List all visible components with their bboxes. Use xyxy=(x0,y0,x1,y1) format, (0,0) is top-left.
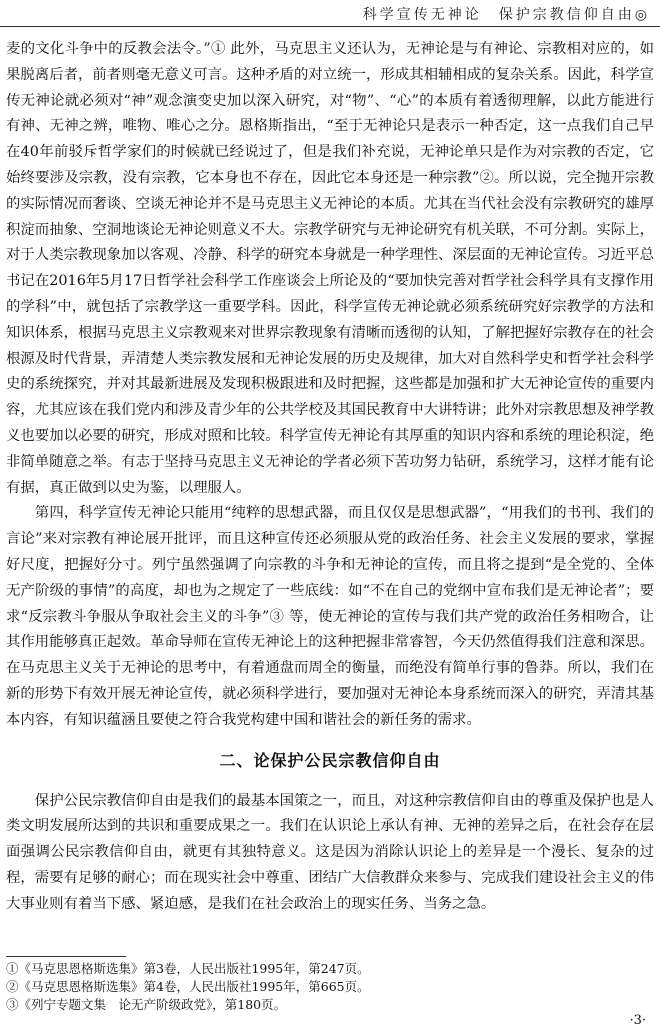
header-rule xyxy=(0,26,660,27)
running-header: 科学宣传无神论 保护宗教信仰自由◎ xyxy=(362,7,650,23)
footnote-rule xyxy=(6,956,126,957)
section-heading: 二、论保护公民宗教信仰自由 xyxy=(219,750,441,770)
footnote-1: ①《马克思恩格斯选集》第3卷，人民出版社1995年，第247页。 xyxy=(6,961,370,976)
page-number: ·3· xyxy=(629,1013,646,1028)
footnotes xyxy=(6,960,646,1014)
footnote-2: ②《马克思恩格斯选集》第4卷，人民出版社1995年，第665页。 xyxy=(6,979,370,994)
paragraph-1: 麦的文化斗争中的反教会法令。”① 此外，马克思主义还认为，无神论是与有神论、宗教相对应的，如果脱离后者，前者则毫无意义可言。这种矛盾的对立统一，形成其相辅相成的复杂关系。因此，科学宣传无神论就必须对“神”观念演变史加以深入研究，对“物”、“心”的本质有着透彻理解，以此方能进行有神、无神之辨，唯物、唯心之分。恩格斯指出，“至于无神论只是表示一种否定，这一点我们自己早在40年前驳斥哲学家们的时候就已经说过了，但是我们补充说，无神论单只是作为对宗教的否定，它始终要涉及宗教，没有宗教，它本身也不存在，因此它本身还是一种宗教”②。所以说，完全抛开宗教的实际情况而奢谈、空谈无神论并不是马克思主义无神论的本质。尤其在当代社会没有宗教研究的雄厚积淀而抽象、空洞地谈论无神论则意义不大。宗教学研究与无神论研究有机关联，不可分割。实际上，对于人类宗教现象加以客观、冷静、科学的研究本身就是一种学理性、深层面的无神论宣传。习近平总书记在2016年5月17日哲学社会科学工作座谈会上所论及的“要加快完善对哲学社会科学具有支撑作用的学科”中，就包括了宗教学这一重要学科。因此，科学宣传无神论就必须系统研究好宗教学的方法和知识体系，根据马克思主义宗教观来对世界宗教现象有清晰而透彻的认知，了解把握好宗教存在的社会根源及时代背景，弄清楚人类宗教发展和无神论发展的历史及规律，加大对自然科学史和哲学社会科学史的系统探究，并对其最新进展及发现积极跟进和及时把握，这些都是加强和扩大无神论宣传的重要内容，尤其应该在我们党内和涉及青少年的公共学校及其国民教育中大讲特讲；此外对宗教思想及神学教义也要加以必要的研究，形成对照和比较。科学宣传无神论有其厚重的知识内容和系统的理论积淀，绝非简单随意之举。有志于坚持马克思主义无神论的学者必须下苦功努力钻研，系统学习，这样才能有论有据，真正做到以史为鉴，以理服人。 xyxy=(6,41,654,496)
footnote-3: ③《列宁专题文集 论无产阶级政党》，第180页。 xyxy=(6,997,287,1012)
page-body xyxy=(6,37,654,918)
section-paragraph: 保护公民宗教信仰自由是我们的最基本国策之一，而且，对这种宗教信仰自由的尊重及保护也是人类文明发展所达到的共识和重要成果之一。我们在认识论上承认有神、无神的差异之后，在社会存在层面强调公民宗教信仰自由，就更有其独特意义。这是因为消除认识论上的差异是一个漫长、复杂的过程，需要有足够的耐心；而在现实社会中尊重、团结广大信教群众来参与、完成我们建设社会主义的伟大事业则有着当下感、紧迫感，是我们在社会政治上的现实任务、当务之急。 xyxy=(6,792,654,912)
paragraph-2: 第四，科学宣传无神论只能用“纯粹的思想武器，而且仅仅是思想武器”，“用我们的书刊、我们的言论”来对宗教有神论展开批评，而且这种宣传还必须服从党的政治任务、社会主义发展的要求，掌握好尺度，把握好分寸。列宁虽然强调了向宗教的斗争和无神论的宣传，而且将之提到“是全党的、全体无产阶级的事情”的高度，却也为之规定了一些底线：如“不在自己的党纲中宣布我们是无神论者”；要求“反宗教斗争服从争取社会主义的斗争”③ 等，使无神论的宣传与我们共产党的政治任务相吻合，让其作用能够真正起效。革命导师在宣传无神论上的这种把握非常睿智，今天仍然值得我们注意和深思。在马克思主义关于无神论的思考中，有着通盘而周全的衡量，而绝没有简单行事的鲁莽。所以，我们在新的形势下有效开展无神论宣传，就必须科学进行，要加强对无神论本身系统而深入的研究，弄清其基本内容，有知识蕴涵且要使之符合我党构建中国和谐社会的新任务的需求。 xyxy=(6,505,654,728)
